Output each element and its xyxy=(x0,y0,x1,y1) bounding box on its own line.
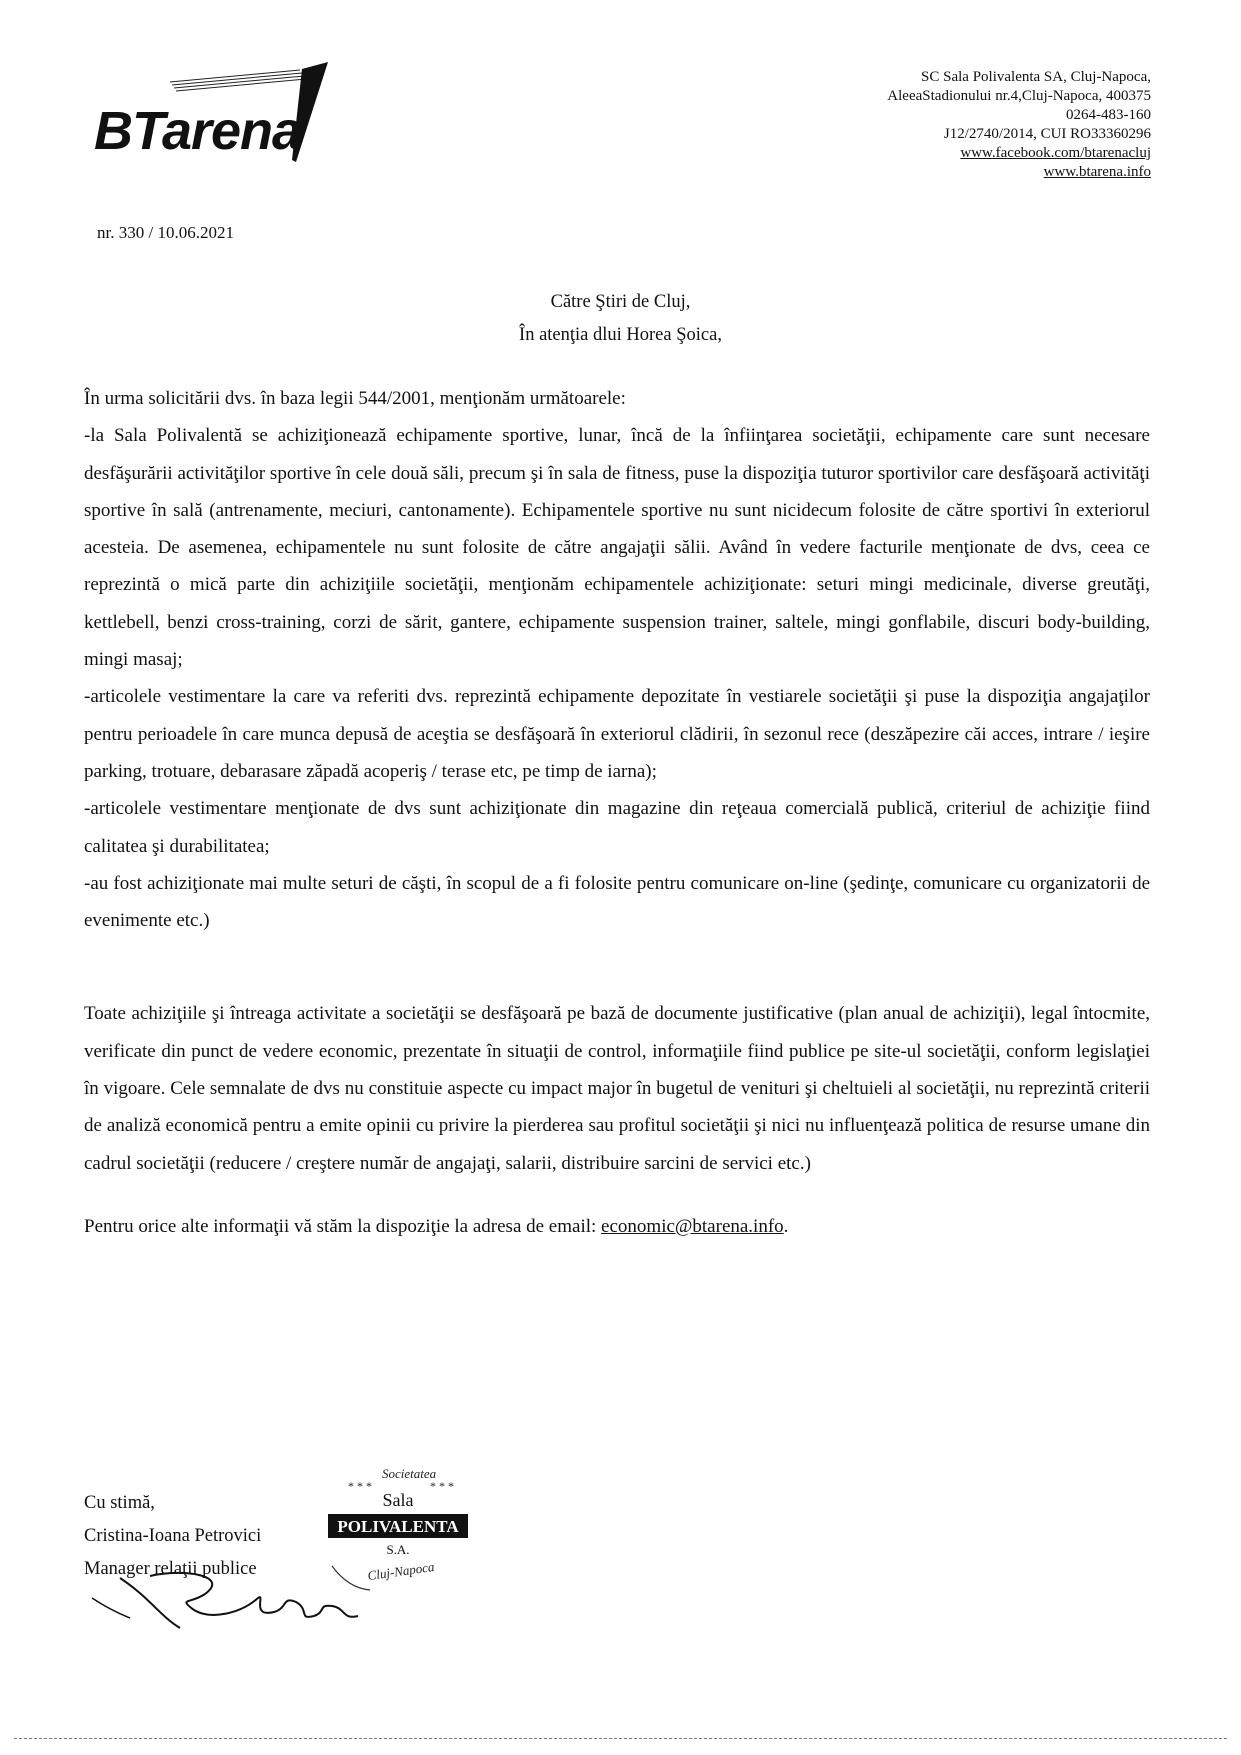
contact-end: . xyxy=(783,1215,789,1237)
handwritten-signature xyxy=(90,1568,450,1638)
signatory-name: Cristina-Ioana Petrovici xyxy=(84,1526,262,1546)
company-name: SC Sala Polivalenta SA, Cluj-Napoca, xyxy=(921,69,1151,85)
company-info xyxy=(731,68,1151,182)
body-point-4: -au fost achiziţionate mai multe seturi de căşti, în scopul de a fi folosite pentru comunicare on-line (şedinţe, comunicare cu organizatorii de evenimente etc.) xyxy=(84,872,1150,932)
company-registration: J12/2740/2014, CUI RO33360296 xyxy=(943,126,1151,142)
stamp-line-1: Sala xyxy=(382,1490,414,1510)
body-point-1: -la Sala Polivalentă se achiziţionează echipamente sportive, lunar, încă de la înfiinţarea societăţii, echipamente care sunt necesare desfăşurării activităţilor sportive în cele două săli, precum şi în sala de fitness, puse la dispoziţia tuturor sportivilor care desfăşoară activităţi sportive în sală (antrenamente, meciuri, cantonamente). Echipamentele sportive nu sunt nicidecum folosite de către sportivi în exteriorul acesteia. De asemenea, echipamentele nu sunt folosite de către angajaţii sălii. Având în vedere facturile menţionate de dvs, ceea ce reprezintă o mică parte din achiziţiile societăţii, menţionăm echipamentele achiziţionate: seturi mingi medicinale, diverse greutăţi, kettlebell, benzi cross-training, corzi de sărit, gantere, echipamente suspension trainer, saltele, mingi gonflabile, discuri body-building, mingi masaj; xyxy=(84,425,1150,671)
signatory-title: Manager relaţii publice xyxy=(84,1559,257,1579)
stamp-line-3: S.A. xyxy=(386,1542,410,1557)
website-link[interactable]: www.btarena.info xyxy=(1043,164,1151,180)
closing-salutation: Cu stimă, xyxy=(84,1493,155,1513)
contact-email-link[interactable]: economic@btarena.info xyxy=(601,1215,784,1237)
svg-text:* * *: * * * xyxy=(348,1479,372,1493)
facebook-link[interactable]: www.facebook.com/btarenacluj xyxy=(960,145,1151,161)
document-number: nr. 330 / 10.06.2021 xyxy=(97,223,234,242)
contact-paragraph xyxy=(84,1208,1150,1245)
body-point-3: -articolele vestimentare menţionate de dvs sunt achiziţionate din magazine din reţeaua comercială publică, criteriul de achiziţie fiind calitatea şi durabilitatea; xyxy=(84,798,1150,857)
body-paragraph-2: Toate achiziţiile şi întreaga activitate a societăţii se desfăşoară pe bază de documente justificative (plan anual de achiziţii), legal întocmite, verificate din punct de vedere economic, prezentate în situaţii de control, informaţiile fiind publice pe site-ul societăţii, conform legislaţiei în vigoare. Cele semnalate de dvs nu constituie aspecte cu impact major în bugetul de venituri şi cheltuieli al societăţii, nu reprezintă criterii de analiză economică pentru a emite opinii cu privire la pierderea sau profitul societăţii şi nici nu influenţează politica de resurse umane din cadrul societăţii (reducere / creştere număr de angajaţi, salarii, distribuire sarcini de servici etc.) xyxy=(84,1003,1150,1174)
stamp-line-2: POLIVALENTA xyxy=(337,1517,459,1536)
page-bottom-divider xyxy=(14,1738,1227,1739)
recipient-line-1: Către Ştiri de Cluj, xyxy=(550,292,691,312)
recipient-line-2: În atenţia dlui Horea Şoica, xyxy=(519,325,722,345)
stamp-bottom-text: Cluj-Napoca xyxy=(366,1558,436,1584)
letter-body xyxy=(84,380,1150,1245)
btarena-logo xyxy=(88,60,388,180)
contact-text: Pentru orice alte informaţii vă stăm la dispoziţie la adresa de email: xyxy=(84,1215,602,1237)
company-address: AleeaStadionului nr.4,Cluj-Napoca, 400375 xyxy=(887,88,1151,104)
body-point-2: -articolele vestimentare la care va referiti dvs. reprezintă echipamente depozitate în vestiarele societăţii şi puse la dispoziţia angajaţilor pentru perioadele în care munca depusă de aceştia se desfăşoară în exteriorul clădirii, în sezonul rece (deszăpezire căi acces, intrare / ieşire parking, trotuare, debarasare zăpadă acoperiş / terase etc, pe timp de iarna); xyxy=(84,686,1150,782)
company-phone: 0264-483-160 xyxy=(1066,107,1151,123)
logo-text: BTarena xyxy=(94,101,302,161)
stamp-top-text: Societatea xyxy=(382,1466,437,1481)
svg-text:* * *: * * * xyxy=(430,1479,454,1493)
body-intro: În urma solicitării dvs. în baza legii 544/2001, menţionăm următoarele: xyxy=(84,388,626,409)
recipient-block xyxy=(0,286,1241,352)
